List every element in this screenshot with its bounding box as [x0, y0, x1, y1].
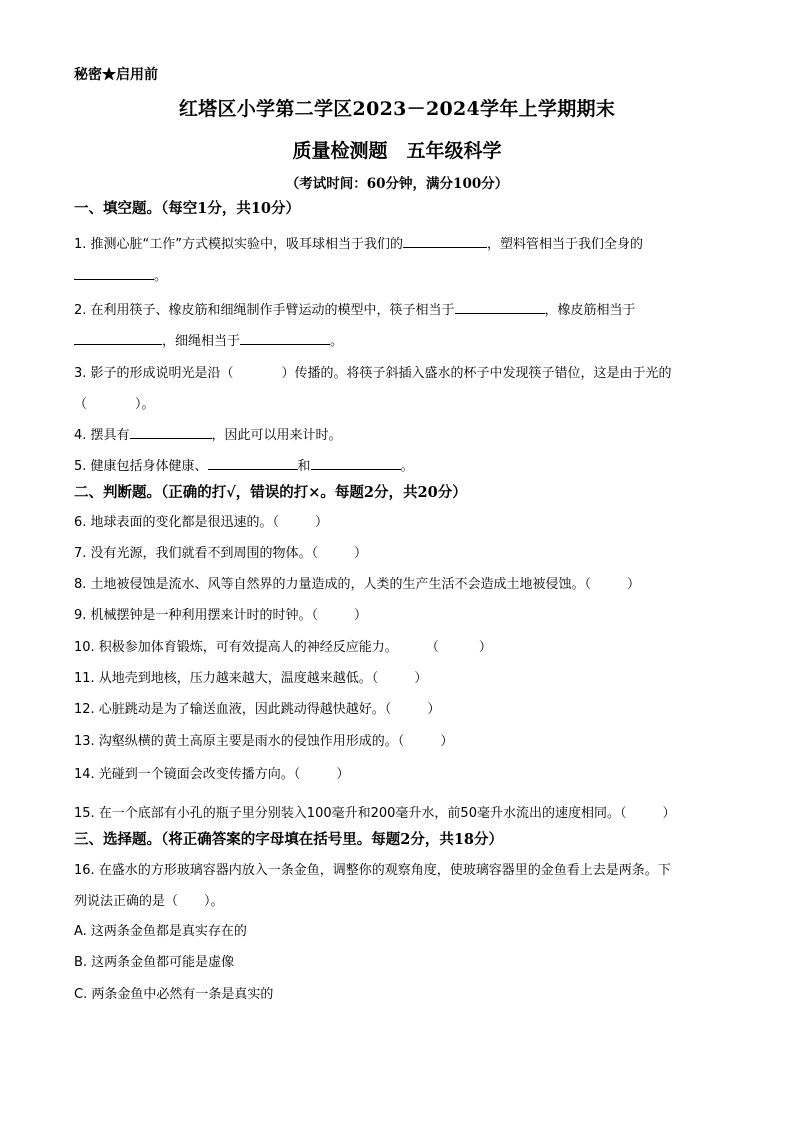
question-16-line1: 16. 在盛水的方形玻璃容器内放入一条金鱼，调整你的观察角度，使玻璃容器里的金鱼看上去是两条。下	[74, 863, 671, 878]
question-11: 11. 从地壳到地核，压力越来越大，温度越来越低。（ ）	[74, 671, 428, 686]
q1-blank-1	[403, 234, 487, 248]
q3-text-a: 3. 影子的形成说明光是沿（	[74, 366, 234, 381]
question-16-line2: 列说法正确的是（ ）。	[74, 894, 224, 909]
section1-heading: 一、填空题。（每空1分，共10分）	[74, 200, 301, 217]
question-13: 13. 沟壑纵横的黄土高原主要是雨水的侵蚀作用形成的。（ ）	[74, 734, 454, 749]
q4-text-a: 4. 摆具有	[74, 428, 130, 443]
q2-text-d: 。	[330, 334, 344, 349]
q5-blank-2	[311, 456, 401, 470]
question-5	[74, 455, 414, 474]
question-3-line1	[74, 362, 672, 381]
question-4	[74, 424, 342, 443]
q5-text-b: 和	[297, 459, 311, 474]
question-6: 6. 地球表面的变化都是很迅速的。（ ）	[74, 515, 329, 530]
exam-info: （考试时间：60分钟，满分100分）	[285, 176, 509, 192]
q1-text-b: ，塑料管相当于我们全身的	[487, 237, 644, 252]
exam-title-line1: 红塔区小学第二学区2023－2024学年上学期期末	[178, 98, 616, 120]
question-3-line2	[74, 393, 155, 412]
q1-text-a: 1. 推测心脏“工作”方式模拟实验中，吸耳球相当于我们的	[74, 237, 404, 252]
question-16-option-a: A. 这两条金鱼都是真实存在的	[74, 924, 247, 939]
q2-text-b: ，橡皮筋相当于	[544, 303, 636, 318]
question-16-option-c: C. 两条金鱼中必然有一条是真实的	[74, 987, 274, 1002]
question-8: 8. 土地被侵蚀是流水、风等自然界的力量造成的，人类的生产生活不会造成土地被侵蚀。（ ）	[74, 577, 641, 592]
q2-blank-2	[74, 331, 162, 345]
q4-text-b: ，因此可以用来计时。	[211, 428, 342, 443]
question-15: 15. 在一个底部有小孔的瓶子里分别装入100毫升和200毫升水，前50毫升水流出的速度相同。（ ）	[74, 806, 676, 821]
confidential-label: 秘密★启用前	[74, 67, 158, 83]
q4-blank	[130, 425, 212, 439]
section3-heading: 三、选择题。（将正确答案的字母填在括号里。每题2分，共18分）	[74, 831, 504, 848]
question-1-line1	[74, 233, 643, 252]
q5-text-a: 5. 健康包括身体健康、	[74, 459, 208, 474]
question-7: 7. 没有光源，我们就看不到周围的物体。（ ）	[74, 546, 368, 561]
question-9: 9. 机械摆钟是一种利用摆来计时的时钟。（ ）	[74, 608, 368, 623]
q3-text-c: （	[74, 397, 88, 412]
q1-blank-2	[74, 266, 154, 280]
q5-text-c: 。	[400, 459, 414, 474]
question-1-line2	[74, 265, 167, 284]
section2-heading: 二、判断题。（正确的打√，错误的打×。每题2分，共20分）	[74, 484, 467, 501]
q2-blank-1	[455, 300, 545, 314]
q2-text-a: 2. 在利用筷子、橡皮筋和细绳制作手臂运动的模型中，筷子相当于	[74, 303, 455, 318]
question-2-line2	[74, 330, 343, 349]
question-2-line1	[74, 299, 636, 318]
q1-text-c: 。	[154, 269, 168, 284]
question-16-option-b: B. 这两条金鱼都可能是虚像	[74, 955, 235, 970]
q2-blank-3	[240, 331, 330, 345]
q3-text-b: ）传播的。将筷子斜插入盛水的杯子中发现筷子错位，这是由于光的	[281, 366, 672, 381]
question-14: 14. 光碰到一个镜面会改变传播方向。（ ）	[74, 767, 350, 782]
q3-text-d: ）。	[135, 397, 155, 412]
question-10: 10. 积极参加体育锻炼，可有效提高人的神经反应能力。 （ ）	[74, 640, 492, 655]
q5-blank-1	[208, 456, 298, 470]
question-12: 12. 心脏跳动是为了输送血液，因此跳动得越快越好。（ ）	[74, 702, 441, 717]
exam-title-line2: 质量检测题 五年级科学	[292, 140, 502, 162]
q2-text-c: ，细绳相当于	[162, 334, 241, 349]
